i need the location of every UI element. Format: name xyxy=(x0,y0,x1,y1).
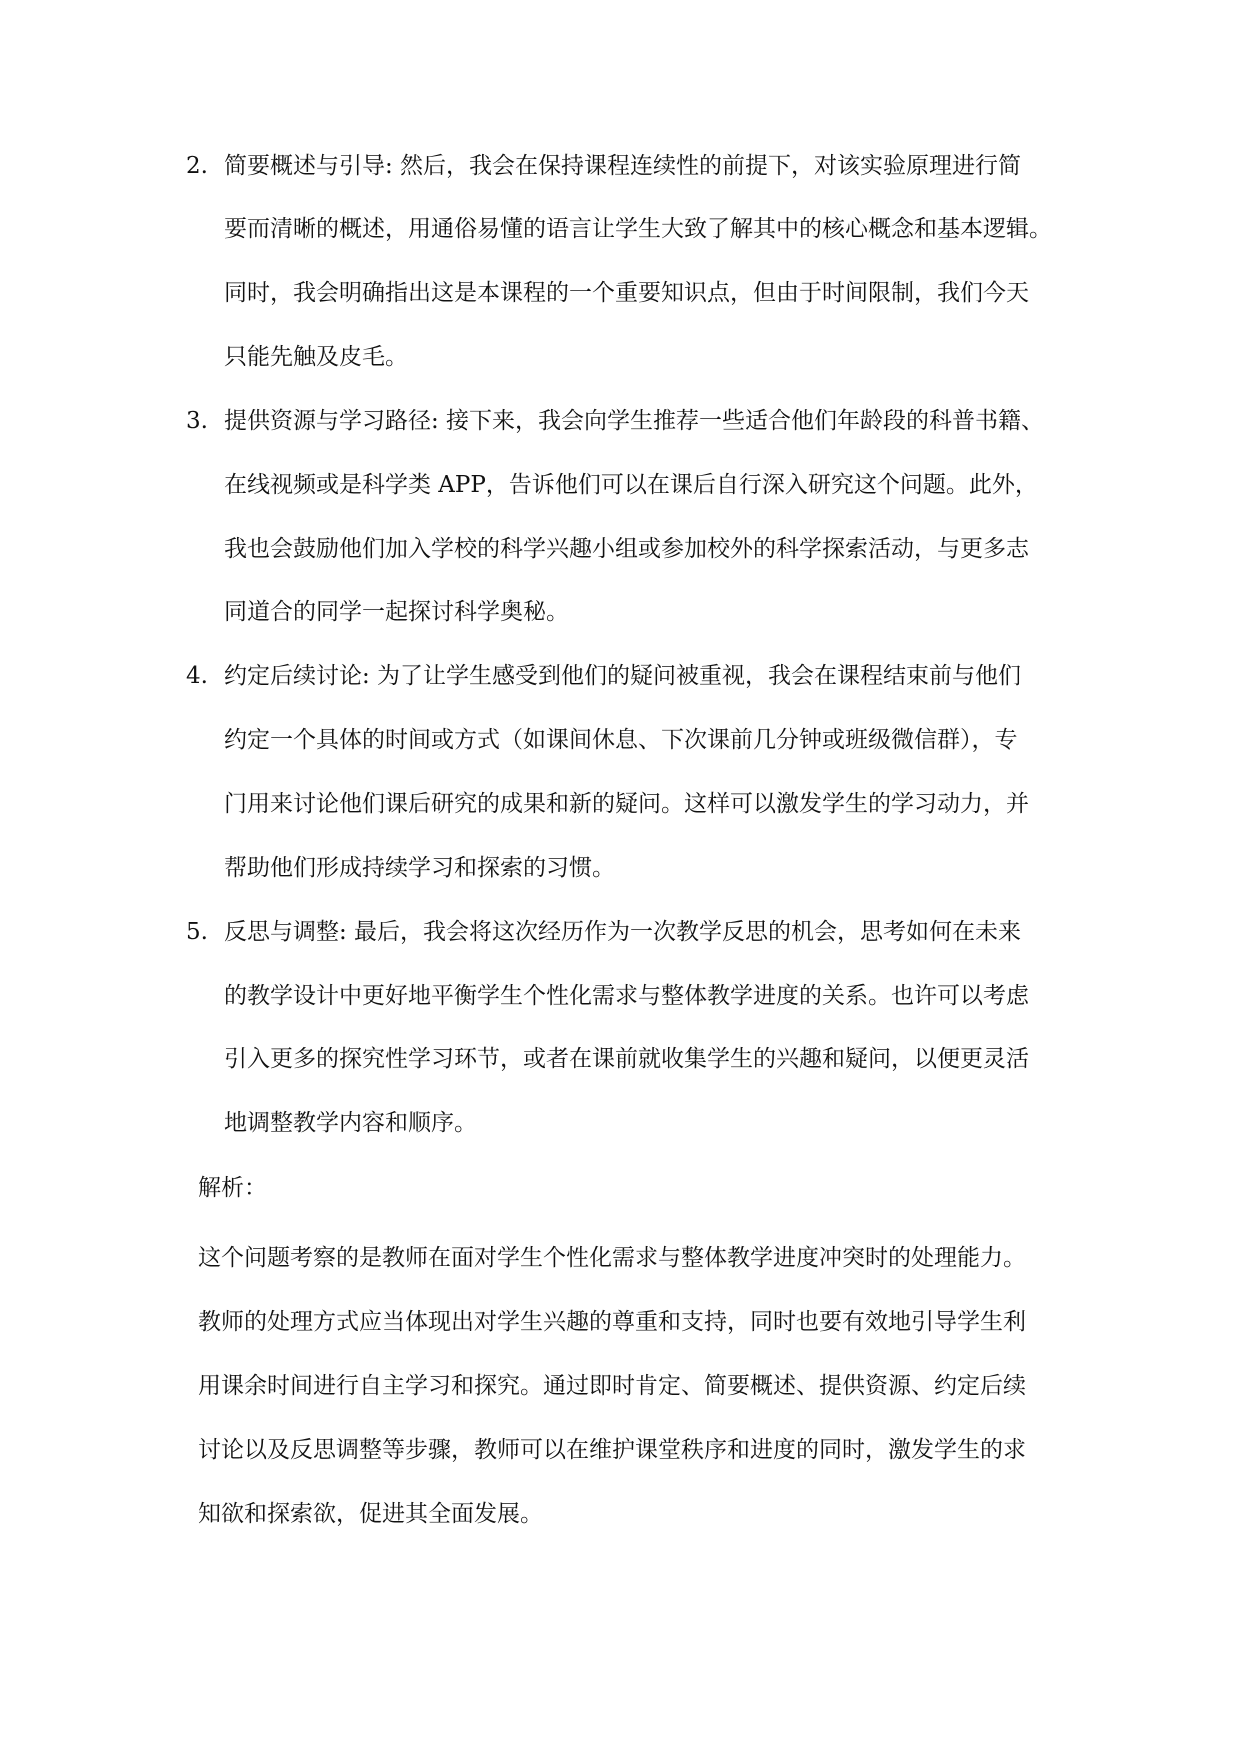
analysis-line: 讨论以及反思调整等步骤，教师可以在维护课堂秩序和进度的同时，激发学生的求 xyxy=(198,1437,1026,1463)
analysis-line: 知欲和探索欲，促进其全面发展。 xyxy=(198,1501,543,1527)
paragraph-line: 只能先触及皮毛。 xyxy=(224,344,408,370)
paragraph-line: 帮助他们形成持续学习和探索的习惯。 xyxy=(224,855,615,881)
analysis-heading: 解析： xyxy=(198,1175,267,1201)
paragraph-line: 要而清晰的概述，用通俗易懂的语言让学生大致了解其中的核心概念和基本逻辑。 xyxy=(224,216,1052,242)
paragraph-line: 约定后续讨论: 为了让学生感受到他们的疑问被重视，我会在课程结束前与他们 xyxy=(224,663,1022,689)
paragraph-line: 地调整教学内容和顺序。 xyxy=(224,1110,477,1136)
paragraph-line: 我也会鼓励他们加入学校的科学兴趣小组或参加校外的科学探索活动，与更多志 xyxy=(224,536,1029,562)
list-number: 4. xyxy=(186,663,208,689)
paragraph-line: 提供资源与学习路径: 接下来，我会向学生推荐一些适合他们年龄段的科普书籍、 xyxy=(224,408,1045,434)
paragraph-line: 在线视频或是科学类 APP，告诉他们可以在课后自行深入研究这个问题。此外， xyxy=(224,472,1038,498)
list-number: 3. xyxy=(186,408,208,434)
list-number: 5. xyxy=(186,919,208,945)
paragraph-line: 同道合的同学一起探讨科学奥秘。 xyxy=(224,599,569,625)
analysis-line: 用课余时间进行自主学习和探究。通过即时肯定、简要概述、提供资源、约定后续 xyxy=(198,1373,1026,1399)
paragraph-line: 门用来讨论他们课后研究的成果和新的疑问。这样可以激发学生的学习动力，并 xyxy=(224,791,1029,817)
paragraph-line: 的教学设计中更好地平衡学生个性化需求与整体教学进度的关系。也许可以考虑 xyxy=(224,983,1029,1009)
analysis-line: 这个问题考察的是教师在面对学生个性化需求与整体教学进度冲突时的处理能力。 xyxy=(198,1245,1026,1271)
paragraph-line: 引入更多的探究性学习环节，或者在课前就收集学生的兴趣和疑问，以便更灵活 xyxy=(224,1046,1029,1072)
paragraph-line: 简要概述与引导: 然后，我会在保持课程连续性的前提下，对该实验原理进行简 xyxy=(224,153,1022,179)
list-number: 2. xyxy=(186,153,208,179)
paragraph-line: 约定一个具体的时间或方式（如课间休息、下次课前几分钟或班级微信群），专 xyxy=(224,727,1018,753)
analysis-line: 教师的处理方式应当体现出对学生兴趣的尊重和支持，同时也要有效地引导学生利 xyxy=(198,1309,1026,1335)
paragraph-line: 同时，我会明确指出这是本课程的一个重要知识点，但由于时间限制，我们今天 xyxy=(224,280,1029,306)
paragraph-line: 反思与调整: 最后，我会将这次经历作为一次教学反思的机会，思考如何在未来 xyxy=(224,919,1022,945)
